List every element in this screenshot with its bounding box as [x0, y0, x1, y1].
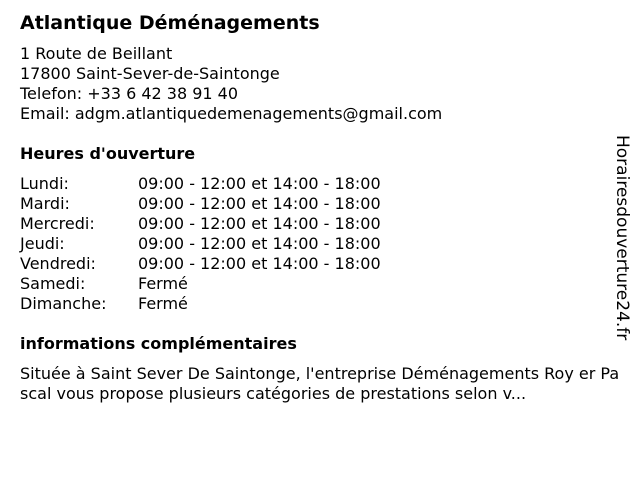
hours-day-label: Vendredi: [20, 254, 96, 273]
hours-day-label: Lundi: [20, 174, 69, 193]
additional-info-text: Située à Saint Sever De Saintonge, l'entreprise Déménagements Roy er Pascal vous propose plusieurs catégories de prestations selon v... [20, 364, 620, 403]
hours-row-thursday [20, 234, 620, 254]
hours-day-label: Samedi: [20, 274, 86, 293]
hours-time-value: 09:00 - 12:00 et 14:00 - 18:00 [138, 214, 381, 233]
hours-row-sunday [20, 294, 620, 314]
opening-hours-heading: Heures d'ouverture [20, 144, 196, 163]
site-watermark: Horairesdouverture24.fr [612, 135, 632, 341]
hours-time-value: Fermé [138, 294, 188, 313]
hours-time-value: 09:00 - 12:00 et 14:00 - 18:00 [138, 194, 381, 213]
hours-row-friday [20, 254, 620, 274]
hours-row-wednesday [20, 214, 620, 234]
email-address: Email: adgm.atlantiquedemenagements@gmail.com [20, 104, 443, 123]
hours-row-saturday [20, 274, 620, 294]
hours-day-label: Mercredi: [20, 214, 95, 233]
phone-number: Telefon: +33 6 42 38 91 40 [20, 84, 239, 103]
hours-row-monday [20, 174, 620, 194]
opening-hours-table [20, 174, 620, 314]
hours-row-tuesday [20, 194, 620, 214]
contact-block [20, 44, 620, 124]
address-city: 17800 Saint-Sever-de-Saintonge [20, 64, 280, 83]
additional-info-heading: informations complémentaires [20, 334, 297, 353]
hours-day-label: Jeudi: [20, 234, 65, 253]
hours-time-value: Fermé [138, 274, 188, 293]
business-name: Atlantique Déménagements [20, 12, 320, 34]
hours-time-value: 09:00 - 12:00 et 14:00 - 18:00 [138, 234, 381, 253]
hours-time-value: 09:00 - 12:00 et 14:00 - 18:00 [138, 174, 381, 193]
hours-day-label: Dimanche: [20, 294, 107, 313]
hours-day-label: Mardi: [20, 194, 70, 213]
business-card [20, 11, 620, 404]
address-street: 1 Route de Beillant [20, 44, 173, 63]
hours-time-value: 09:00 - 12:00 et 14:00 - 18:00 [138, 254, 381, 273]
